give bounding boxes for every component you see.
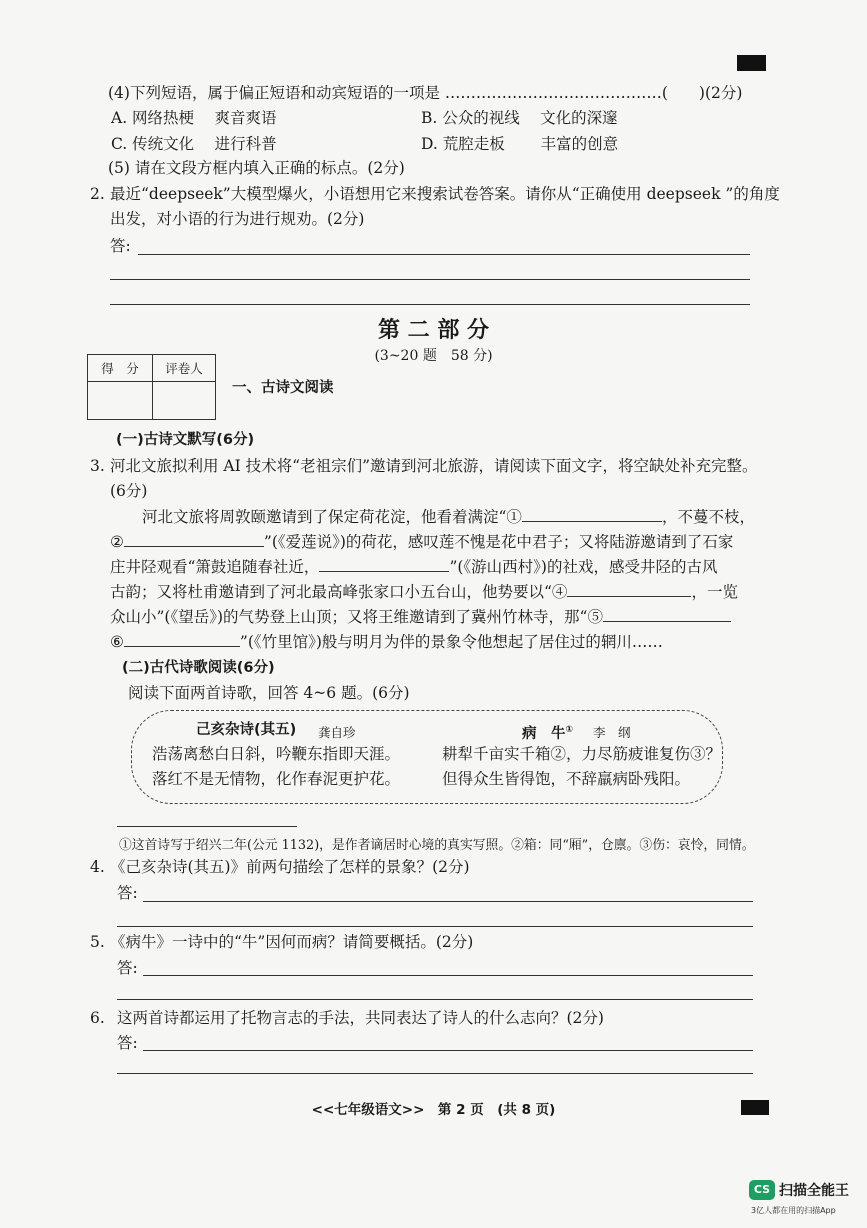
q2-line1: 最近“deepseek”大模型爆火，小语想用它来搜索试卷答案。请你从“正确使用 deepseek ”的角度 [110, 185, 780, 203]
q3-text: 庄井陉观看“箫鼓追随春社近， [110, 558, 320, 576]
q3-text: ② [110, 533, 124, 551]
q3-text: ”(《游山西村》)的社戏，感受井陉的古风 [449, 558, 718, 576]
q1-option-a: A. 网络热梗 爽音爽语 [111, 109, 277, 127]
blank-3[interactable] [319, 557, 449, 572]
blank-2[interactable] [124, 532, 264, 547]
poem2-title [522, 720, 573, 744]
q3-number: 3. [90, 457, 105, 475]
q3-para-line2 [110, 532, 733, 552]
poem1-line2: 落红不是无情物，化作春泥更护花。 [152, 770, 401, 788]
q1-option-c: C. 传统文化 进行科普 [111, 135, 277, 153]
poem2-line1: 耕犁千亩实千箱②，力尽筋疲谁复伤③？ [442, 745, 722, 763]
q3-text: 古韵；又将杜甫邀请到了河北最高峰张家口小五台山，他势要以“④ [110, 583, 568, 601]
part2-title: 第 二 部 分 [378, 318, 489, 343]
watermark-brand: 扫描全能王 [779, 1183, 849, 1199]
blank-1[interactable] [522, 507, 662, 522]
q6-text: 这两首诗都运用了托物言志的手法，共同表达了诗人的什么志向？(2分) [117, 1009, 604, 1027]
poem1-author: 龚自珍 [318, 725, 356, 740]
q4-answer-line[interactable] [117, 926, 753, 927]
blank-6[interactable] [124, 632, 240, 647]
q3-text: 众山小”(《望岳》)的气势登上山顶；又将王维邀请到了冀州竹林寺，那“⑤ [110, 608, 603, 626]
q6-answer-label: 答: [117, 1034, 138, 1052]
q3-line1: 河北文旅拟利用 AI 技术将“老祖宗们”邀请到河北旅游，请阅读下面文字，将空缺处补充完整。 [110, 457, 758, 475]
q3-para-line4 [110, 582, 738, 602]
q2-answer-line[interactable] [110, 304, 750, 305]
q3-text: ”(《竹里馆》)般与明月为伴的景象令他想起了居住过的辋川…… [239, 633, 663, 651]
q4-number: 4. [90, 858, 105, 876]
q3-text: ⑥ [110, 633, 124, 651]
q2-answer-line[interactable] [138, 254, 750, 255]
grader-header: 评卷人 [153, 355, 216, 382]
q6-answer-line[interactable] [143, 1050, 753, 1051]
q3-line2: (6分) [110, 482, 148, 500]
sub2-heading: (二)古代诗歌阅读(6分) [122, 660, 275, 676]
q3-text: ，不蔓不枝， [661, 508, 755, 526]
page-footer: <<七年级语文>> 第 2 页 (共 8 页) [311, 1102, 556, 1118]
part2-subtitle: (3~20 题 58 分) [374, 348, 493, 364]
q6-number: 6. [90, 1009, 105, 1027]
q2-line2: 出发，对小语的行为进行规劝。(2分) [110, 210, 365, 228]
poem1-line1: 浩荡离愁白日斜，吟鞭东指即天涯。 [152, 745, 401, 763]
q1-item5: (5) 请在文段方框内填入正确的标点。(2分) [108, 159, 405, 177]
poem2-line2: 但得众生皆得饱，不辞羸病卧残阳。 [442, 770, 691, 788]
q5-answer-line[interactable] [117, 999, 753, 1000]
q2-answer-label: 答: [110, 237, 131, 255]
q3-text: ，一览 [691, 583, 738, 601]
blank-4[interactable] [567, 582, 691, 597]
blank-5[interactable] [603, 607, 731, 622]
footnote-mark: ① [565, 725, 574, 735]
q4-text: 《己亥杂诗(其五)》前两句描绘了怎样的景象？(2分) [110, 858, 470, 876]
q3-para-line5 [110, 607, 731, 627]
q4-answer-label: 答: [117, 884, 138, 902]
q3-para-line1 [142, 507, 755, 527]
q5-answer-label: 答: [117, 959, 138, 977]
q1-item4: (4)下列短语，属于偏正短语和动宾短语的一项是 ……………………………………( )(2分) [108, 84, 743, 102]
score-cell[interactable] [88, 382, 153, 420]
sub2-intro: 阅读下面两首诗歌，回答 4~6 题。(6分) [128, 684, 410, 702]
watermark-tagline: 3亿人都在用的扫描App [751, 1206, 836, 1215]
camscanner-logo-icon: CS [749, 1180, 775, 1200]
q2-answer-line[interactable] [110, 279, 750, 280]
q1-option-d: D. 荒腔走板 丰富的创意 [421, 135, 619, 153]
poem1-title: 己亥杂诗(其五) [196, 722, 297, 738]
poem2-author: 李 纲 [593, 725, 631, 740]
footnote: ①这首诗写于绍兴二年(公元 1132)，是作者谪居时心境的真实写照。②箱：同“厢”，仓廪。③伤：哀怜，同情。 [119, 838, 755, 853]
footnote-rule [117, 826, 297, 827]
corner-mark-top [737, 55, 766, 71]
q2-number: 2. [90, 185, 105, 203]
q5-text: 《病牛》一诗中的“牛”因何而病？请简要概括。(2分) [110, 933, 474, 951]
poem2-title-text: 病 牛 [522, 725, 566, 742]
grader-cell[interactable] [153, 382, 216, 420]
score-header: 得 分 [88, 355, 153, 382]
q4-answer-line[interactable] [143, 901, 753, 902]
score-table [87, 354, 216, 420]
q3-para-line3 [110, 557, 717, 577]
section-heading: 一、古诗文阅读 [232, 380, 334, 396]
q6-answer-line[interactable] [117, 1073, 753, 1074]
sub1-heading: (一)古诗文默写(6分) [116, 432, 255, 448]
q1-option-b: B. 公众的视线 文化的深邃 [421, 109, 618, 127]
q3-text: 河北文旅将周敦颐邀请到了保定荷花淀，他看着满淀“① [142, 508, 522, 526]
q3-text: ”(《爱莲说》)的荷花，感叹莲不愧是花中君子；又将陆游邀请到了石家 [263, 533, 734, 551]
q3-para-line6 [110, 632, 663, 652]
q5-answer-line[interactable] [143, 975, 753, 976]
q5-number: 5. [90, 933, 105, 951]
